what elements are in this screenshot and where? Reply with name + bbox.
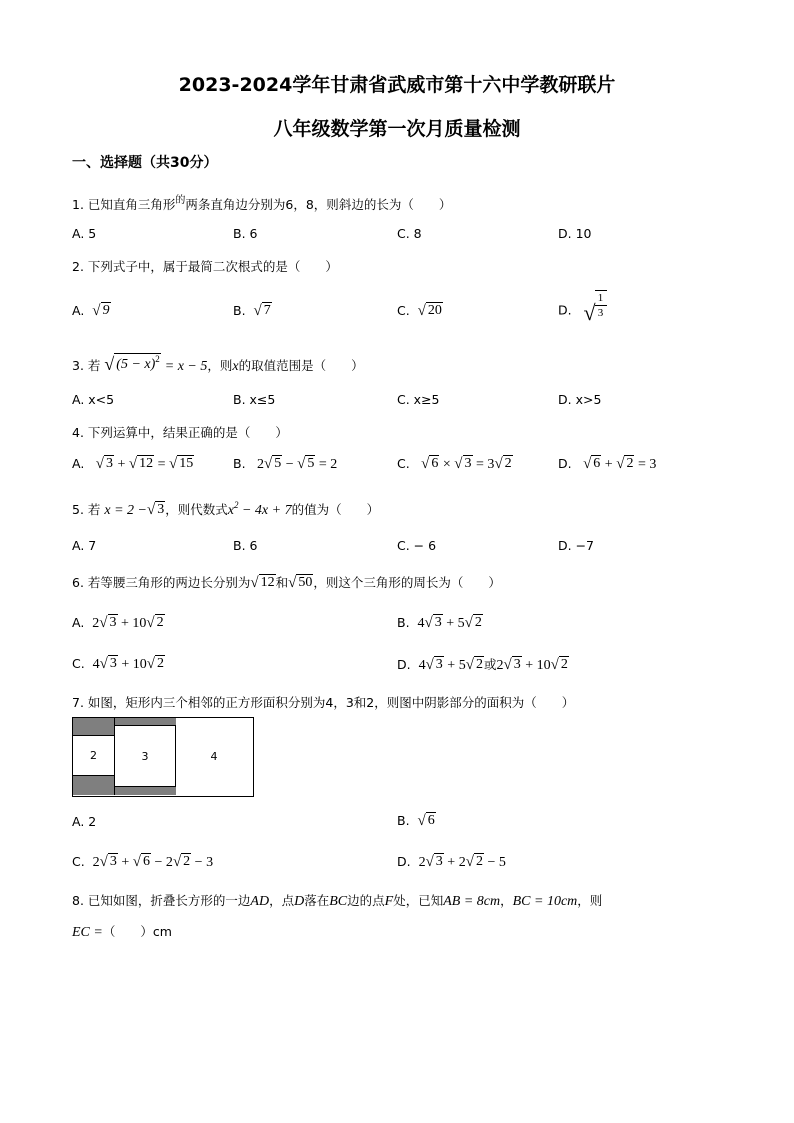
question-5-stem: 5. 若 x = 2 − √ 3 ，则代数式$x^2 - 4x + 7$的值为（ ） [72,500,380,518]
q1-option-a: A. 5 [72,226,97,241]
q2-option-c: C. √ 20 [397,303,442,319]
q2-option-d: D. √ 1 3 [558,290,608,330]
square-3: 3 [115,726,176,787]
q6-option-a: A. 2 √ 3 + 10 √ 2 [72,615,164,631]
q5-option-b: B. 6 [233,538,258,553]
q4-option-a: A. √ 3 + √ 12 = √ 15 [72,456,194,472]
question-3-stem: 3. 若 √ $(5 - x)^2$ = x − 5，则x的取值范围是（ ） [72,354,364,374]
shaded-region [115,718,176,726]
q6-option-c: C. 4 √ 3 + 10 √ 2 [72,656,165,672]
question-4-stem: 4. 下列运算中，结果正确的是（ ） [72,425,288,440]
document-title-line2: 八年级数学第一次月质量检测 [273,118,521,140]
q4-option-c: C. √ 6 × √ 3 = 3 √ 2 [397,456,512,472]
square-2: 2 [73,736,115,776]
q5-option-d: D. −7 [558,538,594,553]
q7-option-c: C. 2 √ 3 + √ 6 − 2 √ 2 − 3 [72,854,214,870]
question-8-line2: EC =（ ）cm [72,924,172,940]
square-4: 4 [210,750,218,763]
question-8-line1: 8. 已知如图，折叠长方形的一边AD，点D落在BC边的点F处，已知AB = 8cm，BC = 10cm，则 [72,893,603,909]
question-6-stem: 6. 若等腰三角形的两边长分别为 √ 12 和 √ 50 ，则这个三角形的周长为（ ） [72,575,501,591]
question-1-stem: 1. 已知直角三角形$^的$两条直角边分别为6，8，则斜边的长为（ ） [72,195,452,212]
q3-option-c: C. x≥5 [397,392,440,407]
q3-option-d: D. x>5 [558,392,602,407]
q1-option-d: D. 10 [558,226,592,241]
shaded-region [73,776,115,795]
q7-figure [72,717,254,797]
shaded-region [73,718,115,736]
q6-option-d: D. 4 √ 3 + 5 √ 2 或2 √ 3 + 10 √ 2 [397,657,568,673]
q7-option-a: A. 2 [72,814,97,829]
q4-option-b: B. 2 √ 5 − √ 5 = 2 [233,456,338,472]
q4-option-d: D. √ 6 + √ 2 = 3 [558,456,657,472]
q2-option-a: A. √ 9 [72,303,110,319]
q5-option-c: C. − 6 [397,538,437,553]
q5-option-a: A. 7 [72,538,97,553]
q7-option-d: D. 2 √ 3 + 2 √ 2 − 5 [397,854,506,870]
question-7-stem: 7. 如图，矩形内三个相邻的正方形面积分别为4，3和2，则图中阴影部分的面积为（ ） [72,695,575,710]
q3-option-b: B. x≤5 [233,392,276,407]
q1-option-c: C. 8 [397,226,422,241]
document-title-line1: 2023-2024学年甘肃省武威市第十六中学教研联片 [178,74,616,96]
q2-option-b: B. √ 7 [233,303,271,319]
q6-option-b: B. 4 √ 3 + 5 √ 2 [397,615,482,631]
q7-option-b: B. √ 6 [397,813,435,829]
shaded-region [115,787,176,795]
section-heading: 一、选择题（共30分） [72,155,218,171]
q3-option-a: A. x<5 [72,392,115,407]
question-2-stem: 2. 下列式子中，属于最简二次根式的是（ ） [72,259,338,274]
q1-option-b: B. 6 [233,226,258,241]
